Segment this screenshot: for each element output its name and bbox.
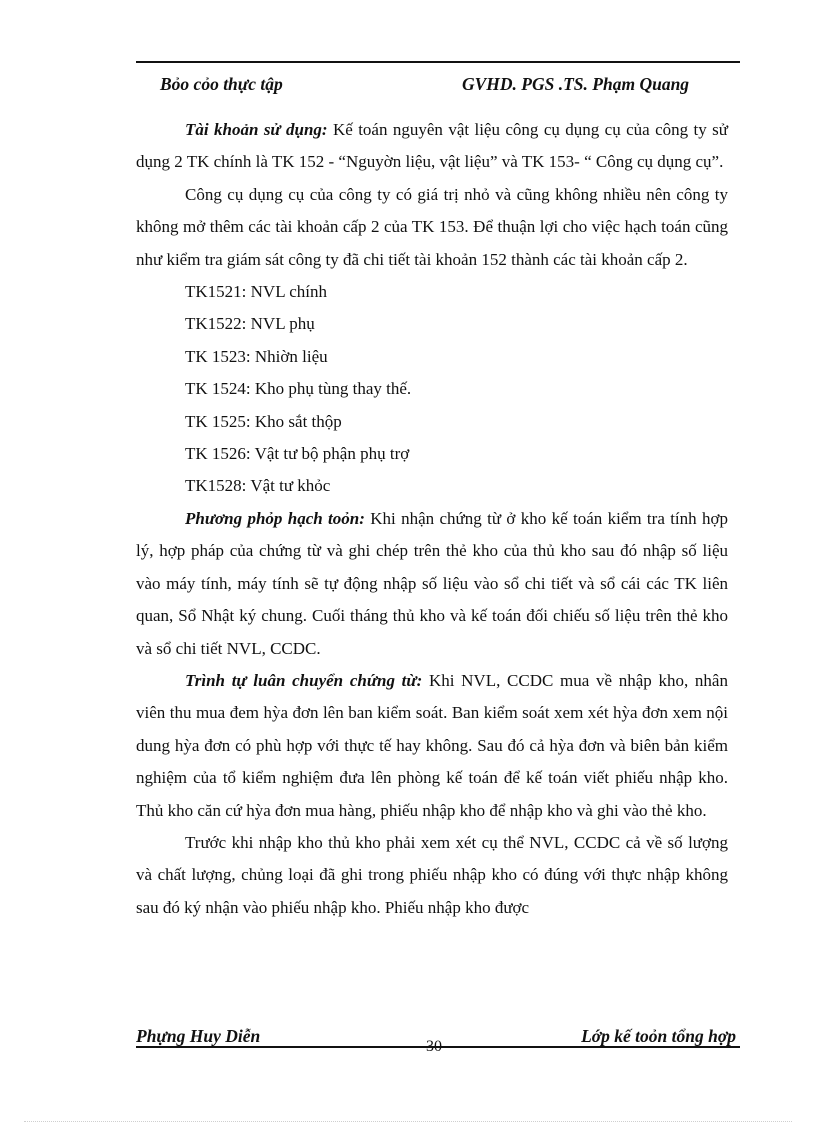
paragraph-accounting-method — [136, 503, 728, 665]
paragraph-accounts-used — [136, 114, 728, 179]
paragraph-text: Khi NVL, CCDC mua về nhập kho, nhân viên thu mua đem hỳa đơn lên ban kiểm soát. Ban kiểm soát xem xét hỳa đơn xem nội dung hỳa đơn có phù hợp với thực tế hay không. Sau đó cả hỳa đơn và biên bản kiểm nghiệm của tổ kiểm nghiệm đưa lên phòng kế toán để kế toán viết phiếu nhập kho. Thủ kho căn cứ hỳa đơn mua hàng, phiếu nhập kho để nhập kho và ghi vào thẻ kho. — [136, 670, 728, 820]
paragraph-lead: Phương phỏp hạch toỏn: — [185, 508, 365, 528]
paragraph-before-receipt: Trước khi nhập kho thủ kho phải xem xét cụ thể NVL, CCDC cả về số lượng và chất lượng, chủng loại đã ghi trong phiếu nhập kho có đúng với thực nhập không sau đó ký nhận vào phiếu nhập kho. Phiếu nhập kho được — [136, 832, 728, 917]
page-bottom-edge — [24, 1121, 792, 1122]
paragraph-tools: Công cụ dụng cụ của công ty có giá trị nhỏ và cũng không nhiều nên công ty không mở thêm các tài khoản cấp 2 của TK 153. Để thuận lợi cho việc hạch toán cũng như kiểm tra giám sát công ty đã chi tiết tài khoản 152 thành các tài khoản cấp 2. — [136, 184, 728, 269]
page-header — [160, 74, 720, 102]
paragraph-lead: Tài khoản sử dụng: — [185, 120, 328, 139]
account-list — [136, 276, 728, 503]
account-item: TK 1525: Kho sắt thộp — [185, 411, 342, 431]
account-item: TK1522: NVL phụ — [185, 314, 315, 334]
account-item: TK 1526: Vật tư bộ phận phụ trợ — [185, 444, 410, 464]
paragraph-text: Kế toán nguyên vật liệu công cụ dụng cụ của công ty sử dụng 2 TK chính là TK 152 - “Nguyờn liệu, vật liệu” và TK 153- “ Công cụ dụng cụ”. — [136, 120, 728, 172]
header-rule — [136, 61, 740, 63]
page-footer — [136, 1026, 740, 1055]
account-item: TK1528: Vật tư khỏc — [185, 476, 331, 496]
footer-author: Phựng Huy Diễn — [136, 1026, 261, 1046]
account-item: TK 1524: Kho phụ tùng thay thế. — [185, 379, 412, 399]
paragraph-document-flow — [136, 665, 728, 827]
footer-class: Lớp kế toỏn tổng hợp — [581, 1026, 736, 1046]
page-number: 30 — [426, 1038, 442, 1055]
account-item: TK1521: NVL chính — [185, 282, 327, 302]
account-item: TK 1523: Nhiờn liệu — [185, 346, 328, 366]
header-right-supervisor: GVHD. PGS .TS. Phạm Quang — [462, 74, 690, 94]
paragraph-lead: Trình tự luân chuyển chứng từ: — [185, 670, 423, 690]
paragraph-text: Khi nhận chứng từ ở kho kế toán kiểm tra tính hợp lý, hợp pháp của chứng từ và ghi chép trên thẻ kho của thủ kho sau đó nhập số liệu vào máy tính, máy tính sẽ tự động nhập số liệu vào sổ chi tiết và sổ cái các TK liên quan, Sổ Nhật ký chung. Cuối tháng thủ kho và kế toán đối chiếu số liệu trên thẻ kho và sổ chi tiết NVL, CCDC. — [136, 508, 728, 658]
header-left-title: Bỏo cỏo thực tập — [160, 74, 283, 94]
document-body — [136, 114, 728, 924]
